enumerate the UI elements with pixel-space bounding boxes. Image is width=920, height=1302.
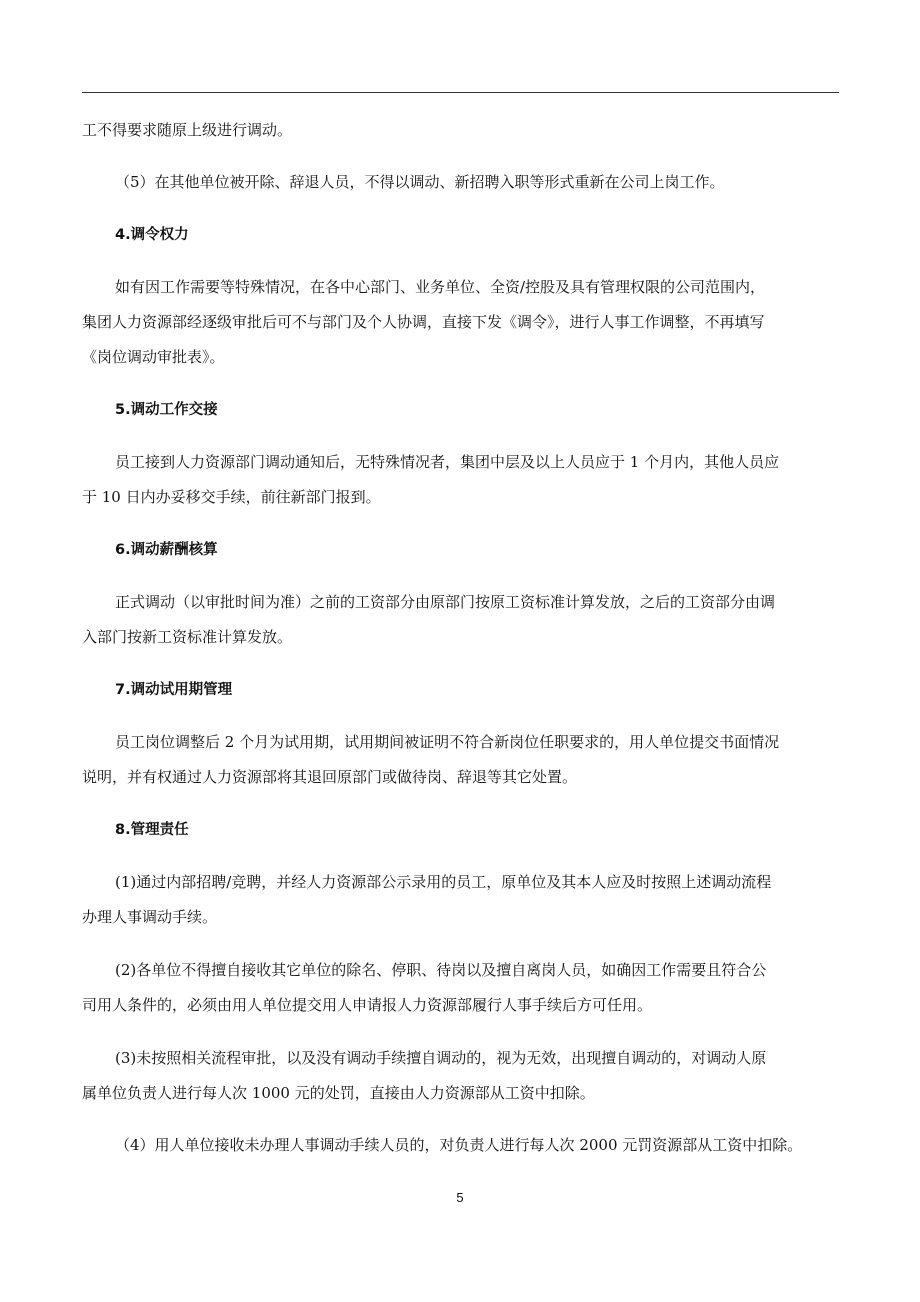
body-line: 司用人条件的，必须由用人单位提交用人申请报人力资源部履行人事手续后方可任用。 — [82, 996, 653, 1014]
body-line: (2)各单位不得擅自接收其它单位的除名、停职、待岗以及擅自离岗人员，如确因工作需要且符合公 — [115, 961, 767, 979]
body-line: 说明，并有权通过人力资源部将其退回原部门或做待岗、辞退等其它处置。 — [82, 768, 578, 786]
body-line: 属单位负责人进行每人次 1000 元的处罚，直接由人力资源部从工资中扣除。 — [82, 1084, 595, 1102]
body-line: (3)未按照相关流程审批，以及没有调动手续擅自调动的，视为无效，出现擅自调动的，对调动人原 — [115, 1049, 767, 1067]
body-line: 于 10 日内办妥移交手续，前往新部门报到。 — [82, 488, 381, 506]
body-line: 正式调动（以审批时间为准）之前的工资部分由原部门按原工资标准计算发放，之后的工资部分由调 — [115, 593, 776, 611]
body-line: 员工岗位调整后 2 个月为试用期，试用期间被证明不符合新岗位任职要求的，用人单位提交书面情况 — [115, 733, 780, 751]
section-heading: 8.管理责任 — [115, 822, 189, 838]
section-heading: 6.调动薪酬核算 — [115, 542, 218, 558]
body-line: 入部门按新工资标准计算发放。 — [82, 628, 293, 646]
page-number: 5 — [456, 1190, 464, 1205]
body-line: 办理人事调动手续。 — [82, 908, 218, 926]
section-heading: 5.调动工作交接 — [115, 402, 218, 418]
body-line: 集团人力资源部经逐级审批后可不与部门及个人协调，直接下发《调令》，进行人事工作调整，不再填写 — [82, 313, 765, 331]
body-line: 员工接到人力资源部门调动通知后，无特殊情况者，集团中层及以上人员应于 1 个月内，其他人员应 — [115, 453, 780, 471]
body-line: 如有因工作需要等特殊情况，在各中心部门、业务单位、全资/控股及具有管理权限的公司范围内， — [115, 278, 766, 296]
body-line: （5）在其他单位被开除、辞退人员，不得以调动、新招聘入职等形式重新在公司上岗工作。 — [115, 173, 725, 191]
section-heading: 7.调动试用期管理 — [115, 682, 233, 698]
body-line: (1)通过内部招聘/竞聘，并经人力资源部公示录用的员工，原单位及其本人应及时按照上述调动流程 — [115, 873, 772, 891]
header-rule — [82, 92, 839, 93]
body-line: 《岗位调动审批表》。 — [82, 348, 225, 366]
section-heading: 4.调令权力 — [115, 227, 189, 243]
body-line: 工不得要求随原上级进行调动。 — [82, 121, 293, 139]
body-line: （4）用人单位接收未办理人事调动手续人员的，对负责人进行每人次 2000 元罚资源部从工资中扣除。 — [115, 1136, 803, 1154]
